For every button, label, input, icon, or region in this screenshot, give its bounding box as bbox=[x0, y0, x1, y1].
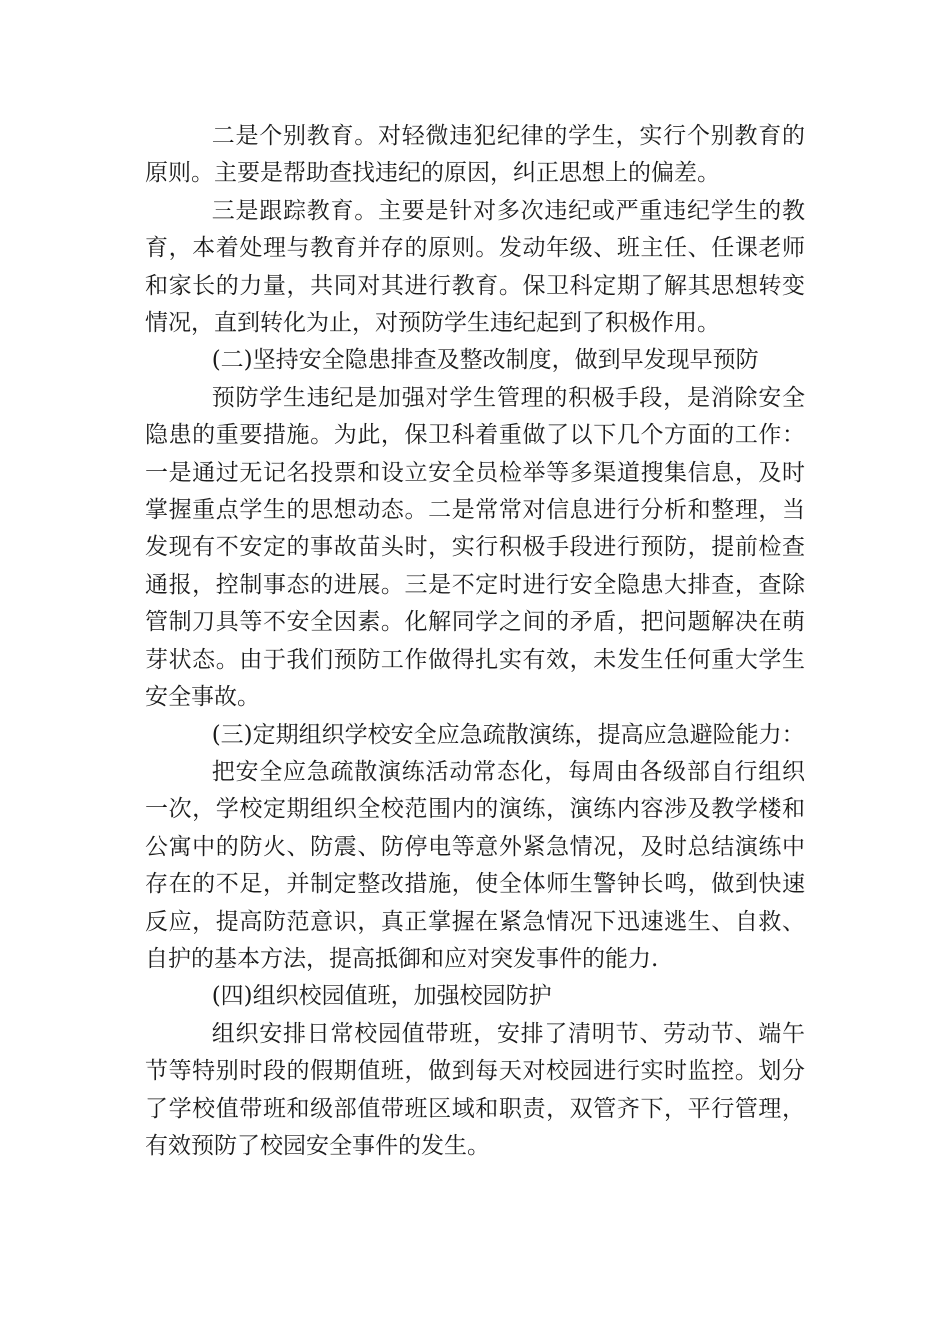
paragraph-campus-duty: 组织安排日常校园值带班，安排了清明节、劳动节、端午节等特别时段的假期值班，做到每天对校园进行实时监控。划分了学校值带班和级部值带班区域和职责，双管齐下，平行管理，有效预防了校园安全事件的发生。 bbox=[145, 1020, 805, 1159]
section-heading-hazard-inspection: (二)坚持安全隐患排查及整改制度，做到早发现早预防 bbox=[211, 347, 759, 374]
paragraph-individual-education: 二是个别教育。对轻微违犯纪律的学生，实行个别教育的原则。主要是帮助查找违纪的原因，纠正思想上的偏差。 bbox=[145, 123, 805, 187]
section-heading-campus-duty: (四)组织校园值班，加强校园防护 bbox=[211, 983, 552, 1010]
paragraph-hazard-inspection: 预防学生违纪是加强对学生管理的积极手段，是消除安全隐患的重要措施。为此，保卫科着重做了以下几个方面的工作：一是通过无记名投票和设立安全员检举等多渠道搜集信息，及时掌握重点学生的思想动态。二是常常对信息进行分析和整理，当发现有不安定的事故苗头时，实行积极手段进行预防，提前检查通报，控制事态的进展。三是不定时进行安全隐患大排查，查除管制刀具等不安全因素。化解同学之间的矛盾，把问题解决在萌芽状态。由于我们预防工作做得扎实有效，未发生任何重大学生安全事故。 bbox=[145, 384, 805, 711]
document-body bbox=[145, 118, 805, 1165]
paragraph-tracking-education: 三是跟踪教育。主要是针对多次违纪或严重违纪学生的教育，本着处理与教育并存的原则。发动年级、班主任、任课老师和家长的力量，共同对其进行教育。保卫科定期了解其思想转变情况，直到转化为止，对预防学生违纪起到了积极作用。 bbox=[145, 197, 805, 337]
section-heading-evacuation-drill: (三)定期组织学校安全应急疏散演练，提高应急避险能力： bbox=[211, 721, 805, 748]
paragraph-evacuation-drill: 把安全应急疏散演练活动常态化，每周由各级部自行组织一次，学校定期组织全校范围内的演练，演练内容涉及教学楼和公寓中的防火、防震、防停电等意外紧急情况，及时总结演练中存在的不足，并制定整改措施，使全体师生警钟长鸣，做到快速反应，提高防范意识，真正掌握在紧急情况下迅速逃生、自救、自护的基本方法，提高抵御和应对突发事件的能力. bbox=[145, 758, 805, 972]
